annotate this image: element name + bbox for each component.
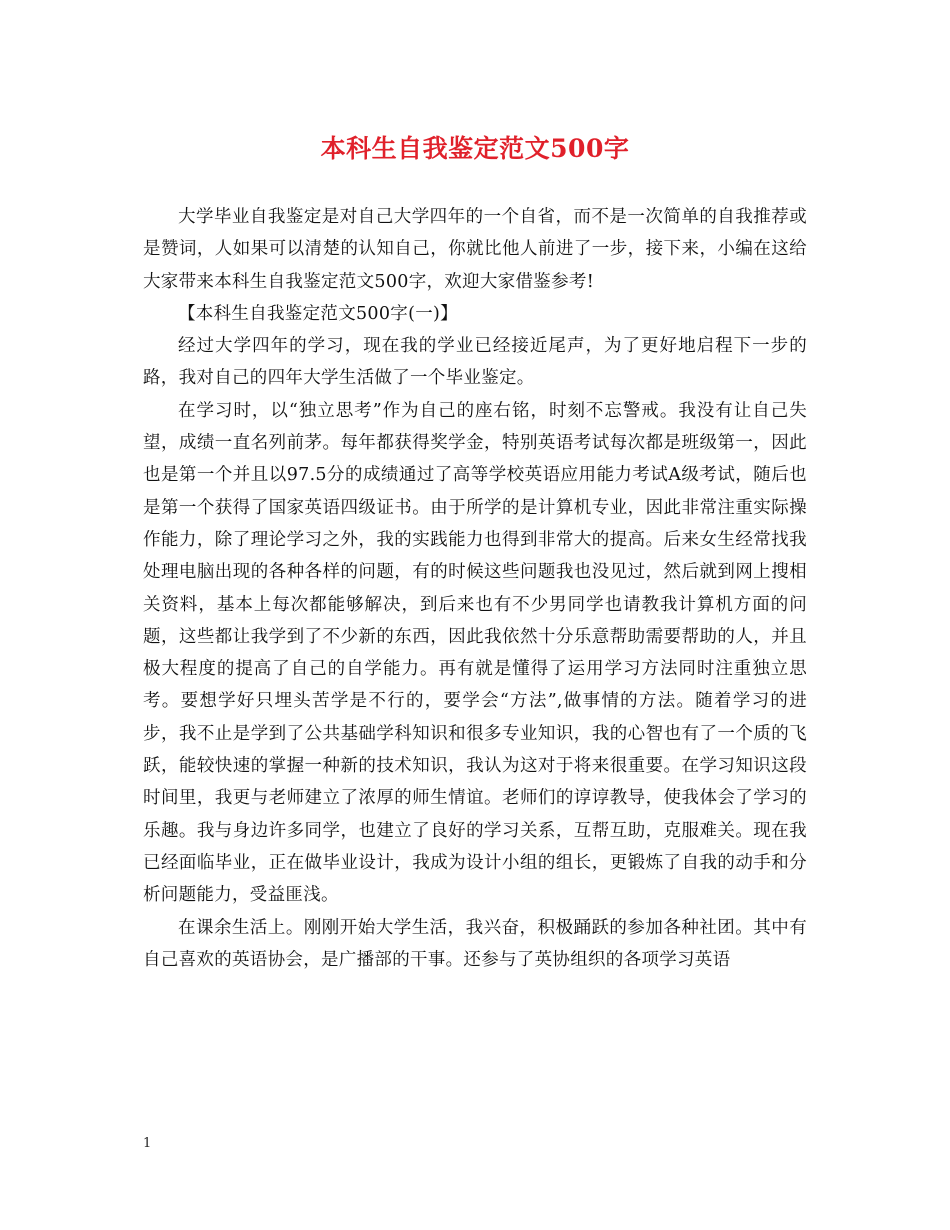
body-paragraph: 经过大学四年的学习，现在我的学业已经接近尾声，为了更好地启程下一步的路，我对自己的四年大学生活做了一个毕业鉴定。 [143,336,807,389]
document-body [143,201,807,976]
body-paragraph: 在学习时，以“独立思考”作为自己的座右铭，时刻不忘警戒。我没有让自己失望，成绩一直名列前茅。每年都获得奖学金，特别英语考试每次都是班级第一，因此也是第一个并且以97.5分的成绩通过了高等学校英语应用能力考试A级考试，随后也是第一个获得了国家英语四级证书。由于所学的是计算机专业，因此非常注重实际操作能力，除了理论学习之外，我的实践能力也得到非常大的提高。后来女生经常找我处理电脑出现的各种各样的问题，有的时候这些问题我也没见过，然后就到网上搜相关资料，基本上每次都能够解决，到后来也有不少男同学也请教我计算机方面的问题，这些都让我学到了不少新的东西，因此我依然十分乐意帮助需要帮助的人，并且极大程度的提高了自己的自学能力。再有就是懂得了运用学习方法同时注重独立思考。要想学好只埋头苦学是不行的，要学会“方法”,做事情的方法。随着学习的进步，我不止是学到了公共基础学科知识和很多专业知识，我的心智也有了一个质的飞跃，能较快速的掌握一种新的技术知识，我认为这对于将来很重要。在学习知识这段时间里，我更与老师建立了浓厚的师生情谊。老师们的谆谆教导，使我体会了学习的乐趣。我与身边许多同学，也建立了良好的学习关系，互帮互助，克服难关。现在我已经面临毕业，正在做毕业设计，我成为设计小组的组长，更锻炼了自我的动手和分析问题能力，受益匪浅。 [143,400,807,906]
page-number: 1 [143,1136,152,1151]
intro-paragraph: 大学毕业自我鉴定是对自己大学四年的一个自省，而不是一次简单的自我推荐或是赞词，人如果可以清楚的认知自己，你就比他人前进了一步，接下来，小编在这给大家带来本科生自我鉴定范文500字，欢迎大家借鉴参考! [143,207,807,292]
body-paragraph: 在课余生活上。刚刚开始大学生活，我兴奋，积极踊跃的参加各种社团。其中有自己喜欢的英语协会，是广播部的干事。还参与了英协组织的各项学习英语 [143,917,807,970]
document-title: 本科生自我鉴定范文500字 [320,134,630,163]
section-heading: 【本科生自我鉴定范文500字(一)】 [178,303,458,324]
